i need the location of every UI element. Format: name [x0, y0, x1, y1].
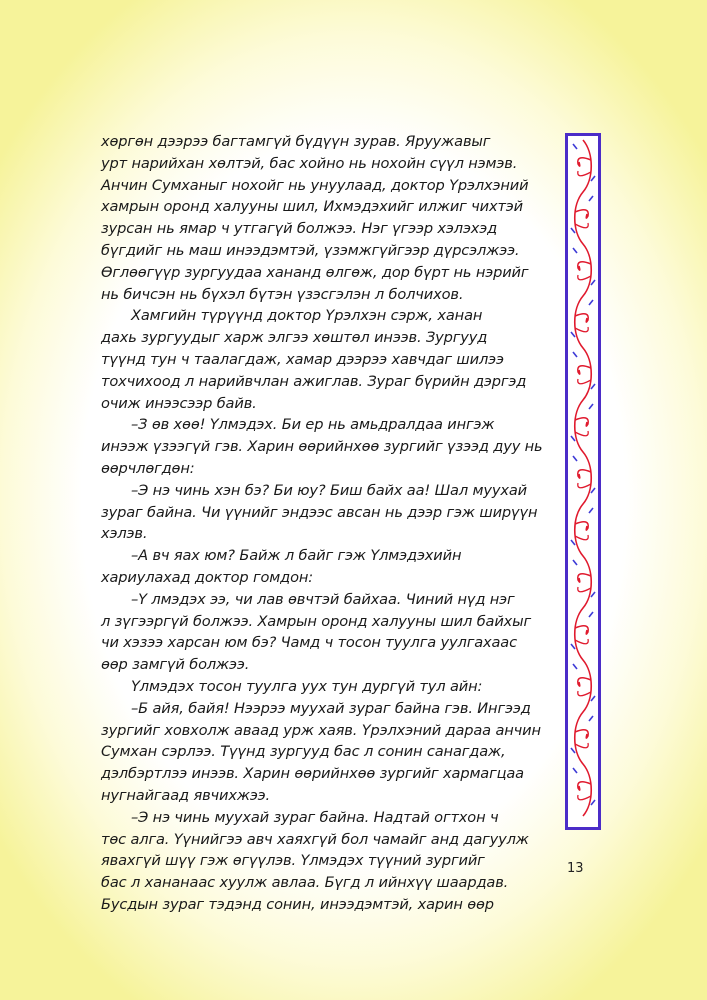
leaf-accent [573, 144, 577, 149]
text-line: очиж инээсээр байв. [101, 394, 257, 412]
vine-curl [578, 782, 591, 790]
text-line: хөргөн дээрээ багтамгүй бүдүүн зурав. Яруужавыг [101, 133, 491, 150]
vine-curl [575, 522, 588, 530]
text-line: төс алга. Үүнийгээ авч хаяхгүй бол чамайг анд дагуулж [101, 830, 529, 848]
text-line: –Ү лмэдэх ээ, чи лав өвчтэй байхаа. Чиний нүд нэг [131, 590, 515, 608]
vine-curl [578, 379, 591, 384]
vine-curl [578, 275, 591, 280]
leaf-accent [573, 456, 577, 461]
vine-curl [578, 366, 591, 374]
text-line: Хамгийн түрүүнд доктор Үрэлхэн сэрж, ханан [131, 307, 483, 325]
vine-curl [578, 171, 591, 176]
text-line: л зүгээргүй болжээ. Хамрын оронд халууны шил байхыг [101, 612, 532, 630]
text-line: явахгүй шүү гэж өгүүлэв. Үлмэдэх түүний зургийг [101, 852, 485, 870]
vine-curl [575, 743, 588, 748]
vine-curl [575, 535, 588, 540]
vine-curl [578, 678, 591, 686]
vine-curl [575, 639, 588, 644]
leaf-accent [571, 540, 575, 545]
text-line: түүнд тун ч таалагдаж, хамар дээрээ хавчдаг шилээ [101, 350, 504, 368]
text-line: Сумхан сэрлээ. Түүнд зургууд бас л сонин санагдаж, [101, 743, 506, 761]
text-line: зурсан нь ямар ч утгагүй болжээ. Нэг үгээр хэлэхэд [101, 220, 498, 238]
text-line: –Э нэ чинь муухай зураг байна. Надтай огтхон ч [131, 808, 499, 826]
text-line: инээж үзээгүй гэв. Харин өөрийнхөө зургийг үзээд дуу нь [101, 438, 543, 456]
text-line: нь бичсэн нь бүхэл бүтэн үзэсгэлэн л болчихов. [101, 285, 464, 303]
leaf-accent [591, 384, 595, 389]
text-line: бүгдийг нь маш инээдэмтэй, үзэмжгүйгээр дүрсэлжээ. [101, 241, 520, 259]
text-line: дэлбэртлээ инээв. Харин өөрийнхөө зургийг хармагцаа [101, 765, 524, 783]
text-line: чи хэзээ харсан юм бэ? Чамд ч тосон туулга уулгахаас [101, 634, 517, 652]
text-line: хамрын оронд халууны шил, Ихмэдэхийг илжиг чихтэй [101, 198, 523, 216]
leaf-accent [591, 800, 595, 805]
leaf-accent [589, 196, 593, 201]
text-line: Бусдын зураг тэдэнд сонин, инээдэмтэй, харин өөр [101, 895, 494, 913]
text-line: –Б айя, байя! Нээрээ муухай зураг байна гэв. Ингээд [131, 699, 531, 717]
vine-curl [575, 730, 588, 738]
vine-curl [575, 626, 588, 634]
vine-ornament [568, 136, 598, 827]
text-line: Анчин Сумханыг нохойг нь унуулаад, доктор Үрэлхэний [101, 176, 529, 194]
text-line: өөрчлөгдөн: [101, 459, 195, 477]
leaf-accent [591, 488, 595, 493]
vine-curl [578, 691, 591, 696]
vine-curl [578, 483, 591, 488]
leaf-accent [589, 404, 593, 409]
leaf-accent [589, 508, 593, 513]
leaf-accent [573, 248, 577, 253]
text-line: –Э нэ чинь хэн бэ? Би юу? Биш байх аа! Шал муухай [131, 481, 527, 499]
leaf-accent [591, 696, 595, 701]
leaf-accent [589, 612, 593, 617]
text-line: хариулахад доктор гомдон: [101, 568, 314, 586]
text-line: зургийг ховхолж аваад урж хаяв. Үрэлхэний дараа анчин [101, 721, 541, 739]
vine-curl [578, 470, 591, 478]
leaf-accent [591, 592, 595, 597]
text-line: –А вч яах юм? Байж л байг гэж Үлмэдэхийн [131, 547, 462, 565]
text-line: тохчихоод л нарийвчлан ажиглав. Зураг бүрийн дэргэд [101, 372, 527, 390]
leaf-accent [571, 748, 575, 753]
vine-curl [575, 418, 588, 426]
leaf-accent [573, 768, 577, 773]
vine-curl [578, 158, 591, 166]
leaf-accent [589, 300, 593, 305]
ornamental-border [565, 133, 601, 830]
leaf-accent [573, 664, 577, 669]
text-line: хэлэв. [101, 525, 148, 543]
leaf-accent [573, 352, 577, 357]
text-line: нугнайгаад явчихжээ. [101, 786, 271, 804]
text-line: урт нарийхан хөлтэй, бас хойно нь нохойн сүүл нэмэв. [101, 154, 518, 172]
leaf-accent [591, 176, 595, 181]
text-line: бас л хананаас хуулж авлаа. Бүгд л ийнхүү шаардав. [101, 874, 509, 892]
text-line: өөр замгүй болжээ. [101, 656, 250, 674]
leaf-accent [571, 644, 575, 649]
body-text [101, 131, 561, 916]
text-line: дахь зургуудыг харж элгээ хөштөл инээв. Зургууд [101, 329, 488, 347]
text-line: –З өв хөө! Үлмэдэх. Би ер нь амьдралдаа ингэж [131, 416, 495, 434]
page-number: 13 [567, 861, 584, 876]
leaf-accent [571, 332, 575, 337]
vine-curl [575, 327, 588, 332]
leaf-accent [573, 560, 577, 565]
vine-curl [575, 223, 588, 228]
text-line: Үлмэдэх тосон туулга уух тун дургүй тул айн: [131, 677, 483, 695]
vine-curl [575, 314, 588, 322]
vine-curl [575, 431, 588, 436]
vine-stem [575, 140, 592, 816]
vine-curl [578, 262, 591, 270]
leaf-accent [571, 436, 575, 441]
text-line: Өглөөгүүр зургуудаа хананд өлгөж, дор бүрт нь нэрийг [101, 263, 529, 281]
vine-curl [575, 210, 588, 218]
leaf-accent [571, 228, 575, 233]
vine-curl [578, 574, 591, 582]
leaf-accent [591, 280, 595, 285]
vine-curl [578, 795, 591, 800]
text-line: зураг байна. Чи үүнийг эндээс авсан нь дээр гэж ширүүн [101, 503, 538, 521]
vine-curl [578, 587, 591, 592]
leaf-accent [589, 716, 593, 721]
